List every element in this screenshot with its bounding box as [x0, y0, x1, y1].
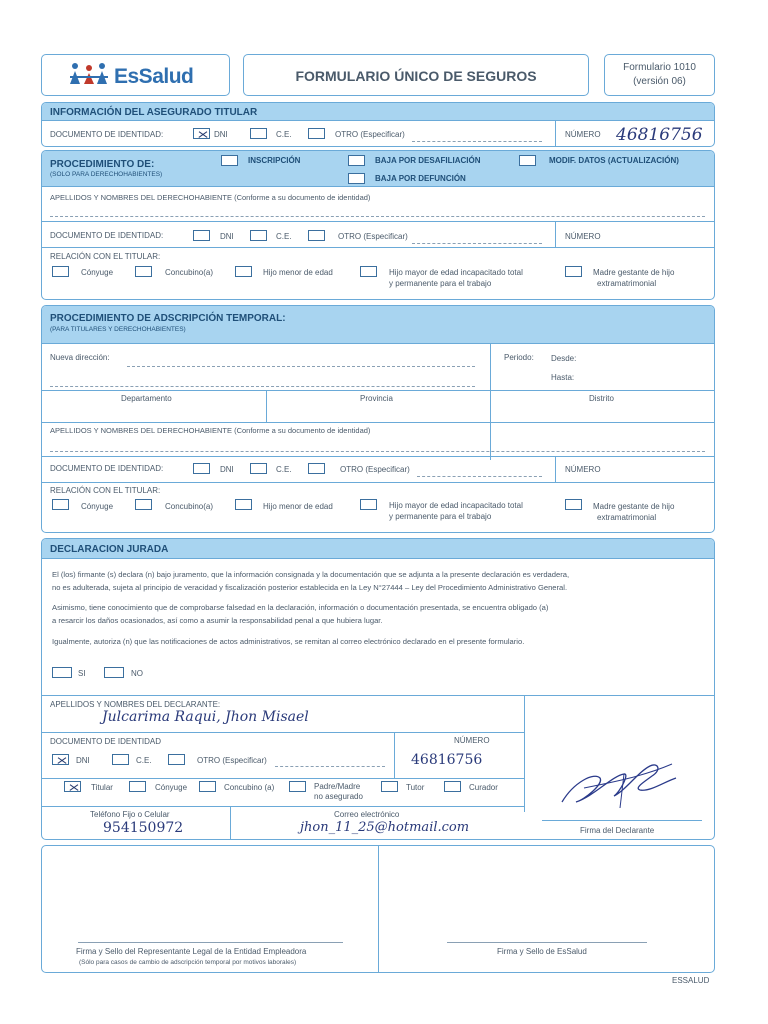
proc-hijo-mayor-label-1: Hijo mayor de edad incapacitado total	[389, 268, 523, 277]
adsc-concubino-label: Concubino(a)	[165, 502, 214, 511]
decl-padre-label-2: no asegurado	[314, 792, 363, 801]
proc-row-divider-1	[42, 221, 714, 222]
adsc-madre-checkbox[interactable]	[565, 499, 582, 510]
decl-ce-checkbox[interactable]	[112, 754, 129, 765]
adsc-relacion-label: RELACIÓN CON EL TITULAR:	[50, 486, 161, 495]
periodo-label: Periodo:	[504, 353, 534, 362]
inscripcion-label: INSCRIPCIÓN	[248, 156, 301, 165]
adscripcion-title: PROCEDIMIENTO DE ADSCRIPCIÓN TEMPORAL:	[50, 313, 286, 324]
proc-madre-checkbox[interactable]	[565, 266, 582, 277]
proc-otro-label: OTRO (Especificar)	[338, 232, 408, 241]
proc-madre-label-1: Madre gestante de hijo	[593, 268, 675, 277]
declarante-right-divider	[524, 695, 525, 812]
decl-numero-label: NÚMERO	[454, 736, 490, 745]
adsc-conyuge-checkbox[interactable]	[52, 499, 69, 510]
ubicacion-top-line	[42, 390, 714, 391]
essalud-logo-icon	[68, 62, 110, 86]
inscripcion-checkbox[interactable]	[221, 155, 238, 166]
decl-otro-label: OTRO (Especificar)	[197, 756, 267, 765]
proc-dni-checkbox[interactable]	[193, 230, 210, 241]
procedimiento-section	[41, 150, 715, 300]
ubicacion-bottom-line	[42, 422, 714, 423]
form-version: (versión 06)	[633, 76, 686, 87]
firma-declarante-label: Firma del Declarante	[580, 826, 655, 835]
titular-ce-checkbox[interactable]	[250, 128, 267, 139]
decl-otro-line	[275, 766, 385, 767]
adsc-conyuge-label: Cónyuge	[81, 502, 114, 511]
proc-madre-label-2: extramatrimonial	[597, 279, 657, 288]
titular-ce-label: C.E.	[276, 130, 292, 139]
proc-hijo-menor-label: Hijo menor de edad	[263, 268, 333, 277]
telefono-value[interactable]: 954150972	[103, 820, 184, 836]
footer-brand: ESSALUD	[672, 976, 710, 985]
proc-row-divider-2	[42, 247, 714, 248]
declarante-signature	[554, 752, 684, 814]
adsc-apellidos-label: APELLIDOS Y NOMBRES DEL DERECHOHABIENTE (Conforme a su documento de identidad)	[50, 426, 371, 435]
adsc-dni-checkbox[interactable]	[193, 463, 210, 474]
distrito-label: Distrito	[589, 394, 614, 403]
proc-numero-label: NÚMERO	[565, 232, 601, 241]
decl-concubino-label: Concubino (a)	[224, 783, 275, 792]
declarante-label: APELLIDOS Y NOMBRES DEL DECLARANTE:	[50, 700, 221, 709]
titular-numero-value[interactable]: 46816756	[616, 125, 703, 145]
adsc-hijo-mayor-label-2: y permanente para el trabajo	[389, 512, 492, 521]
firma-essalud-line	[447, 942, 647, 943]
no-label: NO	[131, 669, 143, 678]
adsc-concubino-checkbox[interactable]	[135, 499, 152, 510]
decl-num-divider	[394, 732, 395, 778]
modif-datos-label: MODIF. DATOS (ACTUALIZACIÓN)	[549, 156, 679, 165]
adscripcion-section	[41, 305, 715, 533]
titular-title: INFORMACIÓN DEL ASEGURADO TITULAR	[50, 107, 258, 118]
baja-desafiliacion-label: BAJA POR DESAFILIACIÓN	[375, 156, 481, 165]
desde-label: Desde:	[551, 354, 577, 363]
nueva-direccion-line-2	[50, 386, 475, 387]
baja-defuncion-label: BAJA POR DEFUNCIÓN	[375, 174, 466, 183]
adsc-hijo-menor-label: Hijo menor de edad	[263, 502, 333, 511]
hasta-label: Hasta:	[551, 373, 575, 382]
adsc-hijo-menor-checkbox[interactable]	[235, 499, 252, 510]
adsc-apellidos-line	[50, 451, 705, 452]
proc-dni-label: DNI	[220, 232, 234, 241]
declarante-value[interactable]: Julcarima Raqui, Jhon Misael	[102, 709, 309, 725]
adsc-madre-label-2: extramatrimonial	[597, 513, 657, 522]
proc-concubino-checkbox[interactable]	[135, 266, 152, 277]
decl-conyuge-label: Cónyuge	[155, 783, 188, 792]
declarante-name-line	[42, 732, 524, 733]
adscripcion-header	[42, 306, 714, 344]
adsc-num-divider	[555, 456, 556, 482]
baja-defuncion-checkbox[interactable]	[348, 173, 365, 184]
adsc-otro-line	[417, 476, 542, 477]
adscripcion-subtitle: (PARA TITULARES Y DERECHOHABIENTES)	[50, 326, 186, 333]
titular-section	[41, 102, 715, 147]
decl-contact-top-line	[42, 806, 524, 807]
modif-datos-checkbox[interactable]	[519, 155, 536, 166]
decl-conyuge-checkbox[interactable]	[129, 781, 146, 792]
nueva-direccion-label: Nueva dirección:	[50, 353, 110, 362]
provincia-label: Provincia	[360, 394, 393, 403]
decl-padre-label-1: Padre/Madre	[314, 782, 361, 791]
declaracion-p3: Igualmente, autoriza (n) que las notificaciones de actos administrativos, se remitan al correo electrónico declarado en el presente formulario.	[52, 637, 525, 646]
titular-divider	[555, 121, 556, 147]
titular-dni-label: DNI	[214, 130, 228, 139]
firma-rep-note: (Sólo para casos de cambio de adscripción temporal por motivos laborales)	[79, 959, 297, 966]
firma-rep-line	[78, 942, 343, 943]
proc-hijo-menor-checkbox[interactable]	[235, 266, 252, 277]
departamento-label: Departamento	[121, 394, 172, 403]
proc-apellidos-line	[50, 216, 705, 217]
titular-dni-checkbox[interactable]	[193, 128, 210, 139]
titular-otro-checkbox[interactable]	[308, 128, 325, 139]
adsc-hijo-mayor-label-1: Hijo mayor de edad incapacitado total	[389, 501, 523, 510]
adsc-numero-label: NÚMERO	[565, 465, 601, 474]
proc-concubino-label: Concubino(a)	[165, 268, 214, 277]
title-box	[243, 54, 589, 96]
adsc-otro-checkbox[interactable]	[308, 463, 325, 474]
firma-line	[542, 820, 702, 821]
form-code-box	[604, 54, 715, 96]
proc-conyuge-checkbox[interactable]	[52, 266, 69, 277]
procedimiento-title: PROCEDIMIENTO DE:	[50, 159, 155, 170]
proc-hijo-mayor-checkbox[interactable]	[360, 266, 377, 277]
titular-numero-label: NÚMERO	[565, 130, 601, 139]
declaracion-p2-l1: Asimismo, tiene conocimiento que de comprobarse falsedad en la declaración, información o documentación presentada, se encuentra obligado (a)	[52, 603, 549, 612]
procedimiento-subtitle: (SOLO PARA DERECHOHABIENTES)	[50, 171, 163, 178]
decl-dni-label: DNI	[76, 756, 90, 765]
proc-conyuge-label: Cónyuge	[81, 268, 114, 277]
proc-doc-label: DOCUMENTO DE IDENTIDAD:	[50, 231, 164, 240]
baja-desafiliacion-checkbox[interactable]	[348, 155, 365, 166]
adsc-row-divider-2	[42, 482, 714, 483]
firma-essalud-label: Firma y Sello de EsSalud	[497, 947, 587, 956]
adsc-row-divider-1	[42, 456, 714, 457]
adsc-madre-label-1: Madre gestante de hijo	[593, 502, 675, 511]
logo-text: EsSalud	[114, 65, 194, 88]
declaracion-header	[42, 539, 714, 559]
periodo-divider	[490, 344, 491, 460]
proc-num-divider	[555, 221, 556, 247]
decl-curador-checkbox[interactable]	[444, 781, 461, 792]
adsc-ce-checkbox[interactable]	[250, 463, 267, 474]
decl-ce-label: C.E.	[136, 756, 152, 765]
procedimiento-header	[42, 151, 714, 187]
decl-tutor-label: Tutor	[406, 783, 425, 792]
decl-numero-value[interactable]: 46816756	[411, 752, 483, 768]
telefono-label: Teléfono Fijo o Celular	[90, 810, 170, 819]
proc-apellidos-label: APELLIDOS Y NOMBRES DEL DERECHOHABIENTE (Conforme a su documento de identidad)	[50, 193, 371, 202]
correo-value[interactable]: jhon_11_25@hotmail.com	[300, 820, 470, 835]
proc-otro-checkbox[interactable]	[308, 230, 325, 241]
logo-box	[41, 54, 230, 96]
declaracion-p2-l2: a resarcir los daños ocasionados, así como a asumir la responsabilidad penal a que hubiera lugar.	[52, 616, 383, 625]
no-checkbox[interactable]	[104, 667, 124, 678]
decl-titular-label: Titular	[91, 783, 113, 792]
decl-otro-checkbox[interactable]	[168, 754, 185, 765]
proc-otro-line	[412, 243, 542, 244]
firmas-divider	[378, 846, 379, 972]
declarante-top-line	[42, 695, 714, 696]
adsc-otro-label: OTRO (Especificar)	[340, 465, 410, 474]
proc-relacion-label: RELACIÓN CON EL TITULAR:	[50, 252, 161, 261]
ubicacion-divider-1	[266, 390, 267, 422]
decl-doc-label: DOCUMENTO DE IDENTIDAD	[50, 737, 161, 746]
proc-ce-label: C.E.	[276, 232, 292, 241]
titular-otro-label: OTRO (Especificar)	[335, 130, 405, 139]
si-label: SI	[78, 669, 86, 678]
firmas-section	[41, 845, 715, 973]
adsc-dni-label: DNI	[220, 465, 234, 474]
declaracion-p1-l2: no es adulterada, sujeta al principio de veracidad y fiscalización posterior establecida en la Ley N°27444 – Ley del Procedimiento Administrativo General.	[52, 583, 568, 592]
titular-header	[42, 103, 714, 121]
decl-padre-checkbox[interactable]	[289, 781, 306, 792]
correo-label: Correo electrónico	[334, 810, 400, 819]
decl-doc-bottom-line	[42, 778, 524, 779]
adsc-ce-label: C.E.	[276, 465, 292, 474]
adsc-doc-label: DOCUMENTO DE IDENTIDAD:	[50, 464, 164, 473]
declaracion-title: DECLARACION JURADA	[50, 544, 169, 555]
decl-curador-label: Curador	[469, 783, 498, 792]
decl-dni-checkbox[interactable]	[52, 754, 69, 765]
declaracion-section	[41, 538, 715, 840]
decl-titular-checkbox[interactable]	[64, 781, 81, 792]
titular-doc-label: DOCUMENTO DE IDENTIDAD:	[50, 130, 164, 139]
declaracion-p1-l1: El (los) firmante (s) declara (n) bajo juramento, que la información consignada y la documentación que se adjunta a la presente declaración es verdadera,	[52, 570, 570, 579]
form-title: FORMULARIO ÚNICO DE SEGUROS	[295, 68, 537, 84]
form-code: Formulario 1010	[623, 62, 696, 73]
titular-otro-line	[412, 141, 542, 142]
decl-contact-divider	[230, 806, 231, 839]
nueva-direccion-line-1	[127, 366, 475, 367]
proc-ce-checkbox[interactable]	[250, 230, 267, 241]
si-checkbox[interactable]	[52, 667, 72, 678]
proc-hijo-mayor-label-2: y permanente para el trabajo	[389, 279, 492, 288]
adsc-hijo-mayor-checkbox[interactable]	[360, 499, 377, 510]
decl-concubino-checkbox[interactable]	[199, 781, 216, 792]
firma-rep-label: Firma y Sello del Representante Legal de la Entidad Empleadora	[76, 947, 307, 956]
decl-tutor-checkbox[interactable]	[381, 781, 398, 792]
